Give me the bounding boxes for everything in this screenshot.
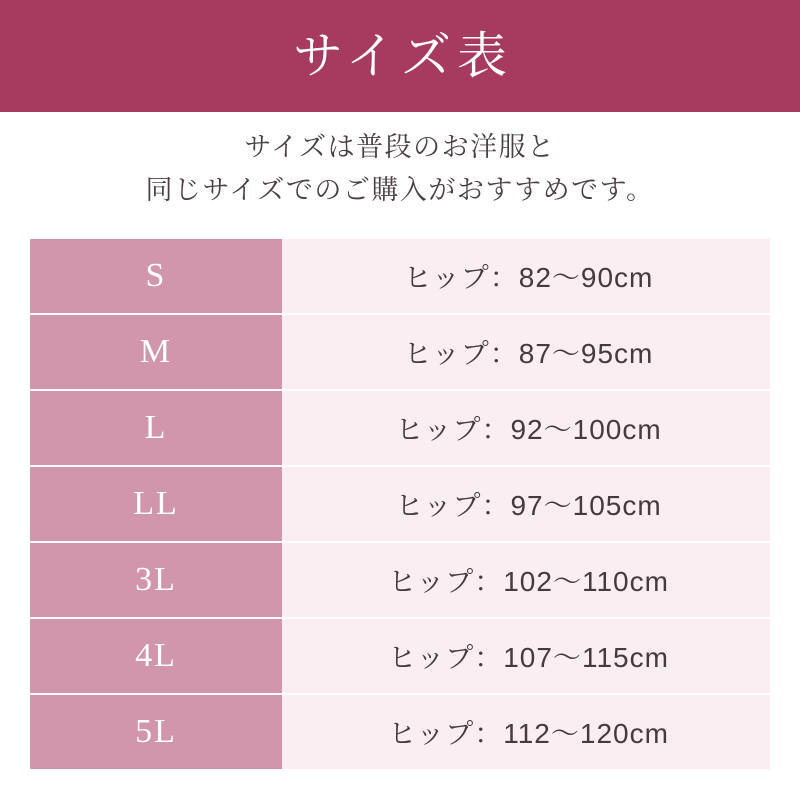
measurement-value: ヒップ：82〜90cm	[282, 239, 770, 313]
subtitle-line-1: サイズは普段のお洋服と	[244, 132, 556, 162]
measurement-value: ヒップ：97〜105cm	[282, 467, 770, 541]
size-label: L	[30, 391, 282, 465]
table-row	[30, 695, 770, 769]
measurement-value: ヒップ：102〜110cm	[282, 543, 770, 617]
measurement-value: ヒップ：87〜95cm	[282, 315, 770, 389]
size-label: LL	[30, 467, 282, 541]
size-label: 4L	[30, 619, 282, 693]
table-row	[30, 315, 770, 389]
measurement-value: ヒップ：112〜120cm	[282, 695, 770, 769]
measurement-value: ヒップ：92〜100cm	[282, 391, 770, 465]
table-row	[30, 467, 770, 541]
table-row	[30, 619, 770, 693]
size-label: 5L	[30, 695, 282, 769]
table-row	[30, 391, 770, 465]
size-label: M	[30, 315, 282, 389]
table-row	[30, 239, 770, 313]
table-row	[30, 543, 770, 617]
size-table	[30, 237, 770, 771]
bottom-spacer	[0, 772, 800, 800]
measurement-value: ヒップ：107〜115cm	[282, 619, 770, 693]
size-label: 3L	[30, 543, 282, 617]
subtitle-block	[0, 126, 800, 212]
subtitle-line-2: 同じサイズでのご購入がおすすめです。	[145, 175, 655, 205]
size-label: S	[30, 239, 282, 313]
header-band	[0, 0, 800, 112]
page-title: サイズ表	[293, 28, 513, 84]
